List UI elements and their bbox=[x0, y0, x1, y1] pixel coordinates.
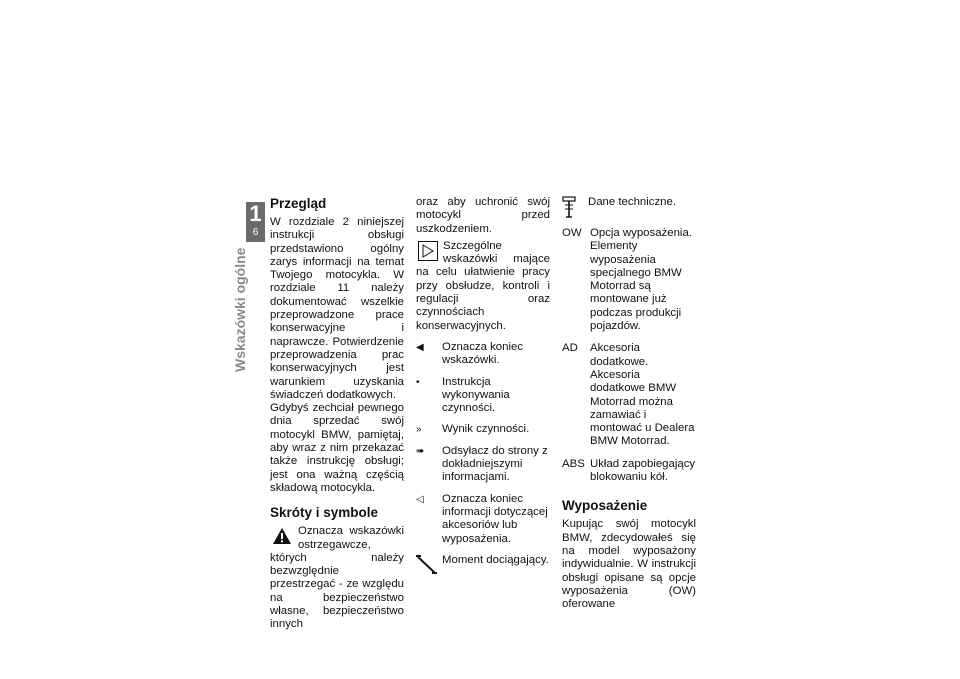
column-2 bbox=[416, 196, 550, 576]
heading-equipment: Wyposażenie bbox=[562, 498, 648, 514]
chapter-number: 1 bbox=[249, 201, 262, 226]
abbreviation-row bbox=[562, 342, 696, 448]
abbreviation-row bbox=[562, 458, 696, 485]
abbreviation-text: Układ zapobiegający blokowaniu kół. bbox=[590, 457, 696, 484]
heading-abbreviations: Skróty i symbole bbox=[270, 505, 379, 521]
technical-data-icon bbox=[562, 196, 576, 218]
symbol-result: » bbox=[416, 424, 422, 436]
abbreviation-row bbox=[562, 227, 696, 333]
symbol-text: Instrukcja wykonywania czynności. bbox=[442, 375, 510, 415]
technical-data-row bbox=[562, 196, 696, 218]
abbreviation-key: ABS bbox=[562, 457, 585, 470]
symbol-text: Oznacza koniec informacji dotyczącej akcesoriów lub wyposażenia. bbox=[442, 492, 548, 545]
symbol-row bbox=[416, 493, 550, 546]
torque-text: Moment dociągający. bbox=[442, 553, 549, 566]
abbreviation-key: AD bbox=[562, 342, 578, 355]
warning-text: Oznacza wskazówki ostrzegawcze, których należy bezwzględnie przestrzegać - ze względu na bezpieczeństwo własne, bezpieczeństwo innych bbox=[270, 525, 404, 631]
symbol-row-torque bbox=[416, 554, 550, 576]
symbol-accessory-end: ◁ bbox=[416, 493, 424, 505]
tip-triangle-icon bbox=[418, 241, 438, 261]
abbreviation-text: Akcesoria dodatkowe. Akcesoria dodatkowe BMW Motorrad można zamawiać i montować u Dealera BMW Motorrad. bbox=[590, 342, 695, 448]
column-3 bbox=[562, 196, 696, 611]
symbol-row bbox=[416, 341, 550, 368]
symbol-end-note: ◀ bbox=[416, 341, 424, 353]
chapter-side-label: Wskazówki ogólne bbox=[232, 247, 248, 372]
symbol-text: Wynik czynności. bbox=[442, 423, 530, 436]
page-number: 6 bbox=[252, 227, 259, 238]
paragraph-equipment: Kupując swój motocykl BMW, zdecydowałeś się na model wyposażony indywidualnie. W instrukcji obsługi opisane są opcje wyposażenia (OW) oferowane bbox=[562, 518, 696, 611]
technical-data-text: Dane techniczne. bbox=[588, 196, 677, 208]
symbol-text: Oznacza koniec wskazówki. bbox=[442, 340, 524, 367]
torque-wrench-icon bbox=[416, 554, 438, 576]
tech-icon-cell bbox=[562, 196, 588, 218]
warning-block bbox=[270, 525, 404, 631]
heading-overview: Przegląd bbox=[270, 196, 327, 211]
symbol-row bbox=[416, 376, 550, 416]
paragraph-overview-2: Gdybyś zechciał pewnego dnia sprzedać swój motocykl BMW, pamiętaj, aby wraz z nim przekazać także instrukcję obsługi; jest ona ważną częścią składową motocykla. bbox=[270, 402, 404, 494]
warning-triangle-icon bbox=[272, 527, 292, 545]
symbol-reference: ➠ bbox=[416, 445, 425, 457]
paragraph-continued: oraz aby uchronić swój motocykl przed uszkodzeniem. bbox=[416, 196, 550, 235]
symbol-instruction: • bbox=[416, 376, 420, 388]
abbreviation-key: OW bbox=[562, 227, 582, 239]
paragraph-overview-1: W rozdziale 2 niniejszej instrukcji obsługi przedstawiono ogólny zarys informacji na temat Twojego motocykla. W rozdziale 11 należy dokumentować wszelkie przeprowadzone prace konserwacyjne i naprawcze. Potwierdzenie przeprowadzenia prac konserwacyjnych jest warunkiem uzyskania świadczeń dodatkowych. bbox=[270, 216, 404, 401]
tip-text: Szczególne wskazówki mające na celu ułatwienie pracy przy obsłudze, kontroli i regulacji oraz czynnościach konserwacyjnych. bbox=[416, 239, 550, 332]
symbol-text: Odsyłacz do strony z dokładniejszymi informacjami. bbox=[442, 444, 548, 484]
torque-icon-cell bbox=[416, 554, 442, 576]
abbreviation-text: Opcja wyposażenia. Elementy wyposażenia specjalnego BMW Motorrad są montowane już podczas produkcji pojazdów. bbox=[590, 227, 692, 333]
column-1 bbox=[270, 196, 404, 632]
tip-block bbox=[416, 240, 550, 333]
symbol-row bbox=[416, 445, 550, 485]
symbol-row bbox=[416, 423, 550, 436]
